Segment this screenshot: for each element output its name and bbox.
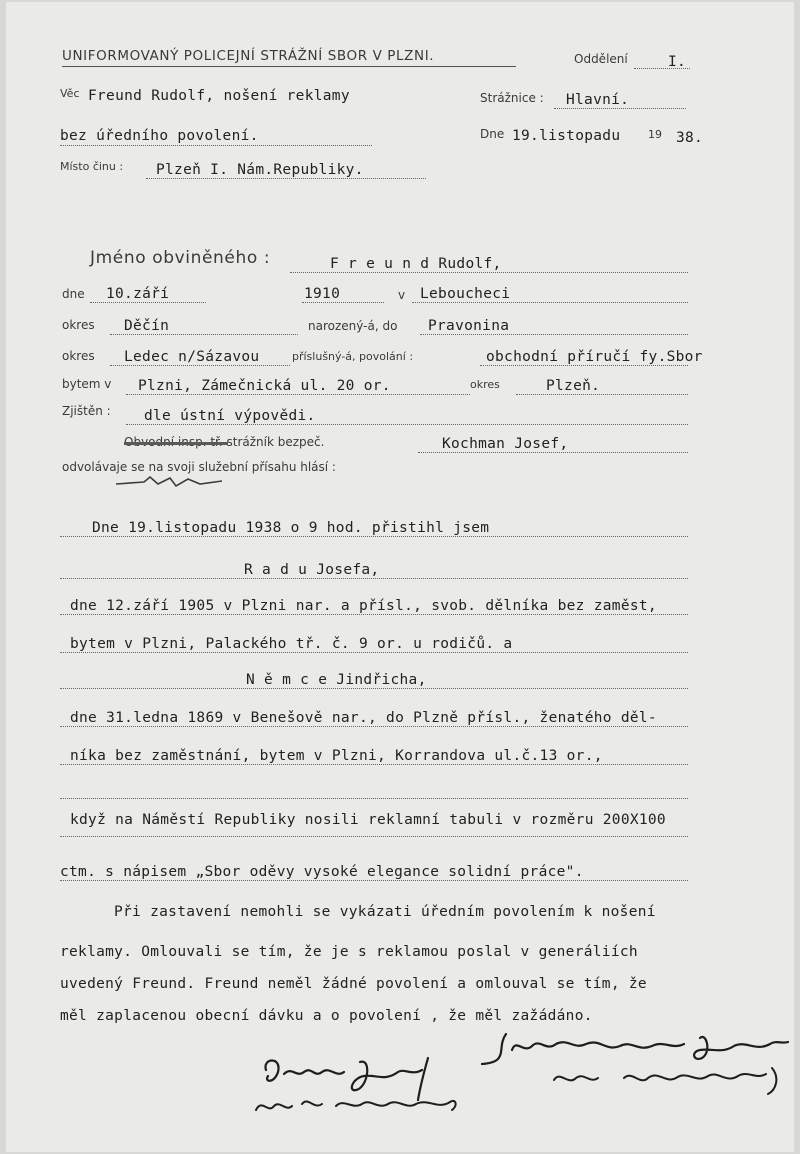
- district1-value: Děčín: [124, 318, 170, 334]
- subject-line2: bez úředního povolení.: [60, 128, 259, 144]
- report-line-12: uvedený Freund. Freund neměl žádné povolení a omlouval se tím, že: [60, 976, 647, 992]
- report-dots-1: [60, 536, 688, 537]
- residence-district-dots: [516, 394, 688, 395]
- year-suffix: 38.: [676, 130, 704, 146]
- found-dots: [126, 424, 688, 425]
- residence-district-label: okres: [470, 378, 500, 391]
- belongs-label: příslušný-á, povolání :: [292, 350, 414, 363]
- date-value: 19.listopadu: [512, 128, 621, 144]
- signature-left: [252, 1048, 492, 1128]
- report-line-1: Dne 19.listopadu 1938 o 9 hod. přistihl jsem: [92, 520, 490, 536]
- born-day-label: dne: [62, 287, 85, 301]
- document-page: [6, 2, 794, 1152]
- place-value: Plzeň I. Nám.Republiky.: [156, 162, 364, 178]
- district2-label: okres: [62, 349, 95, 363]
- report-dots-6: [60, 726, 688, 727]
- report-dots-3: [60, 614, 688, 615]
- report-line-11: reklamy. Omlouvali se tím, že je s reklamou poslal v generáliích: [60, 944, 638, 960]
- residence-value: Plzni, Zámečnická ul. 20 or.: [138, 378, 391, 394]
- report-dots-5: [60, 688, 688, 689]
- district1-label: okres: [62, 318, 95, 332]
- station-label: Strážnice :: [480, 91, 544, 105]
- station-dots: [554, 108, 686, 109]
- residence-district-value: Plzeň.: [546, 378, 601, 394]
- report-line-13: měl zaplacenou obecní dávku a o povolení , že měl zažádáno.: [60, 1008, 593, 1024]
- report-line-10: Při zastavení nemohli se vykázati úředním povolením k nošení: [114, 904, 656, 920]
- found-value: dle ústní výpovědi.: [144, 408, 316, 424]
- place-dots: [146, 178, 426, 179]
- report-dots-7: [60, 764, 688, 765]
- occupation-dots: [480, 365, 688, 366]
- report-dots-8: [60, 798, 688, 799]
- born-mark-label: narozený-á, do: [308, 319, 398, 333]
- accused-name-value: F r e u n d Rudolf,: [330, 256, 502, 272]
- officer-label: Obvodní insp. tř. strážník bezpeč.: [124, 435, 325, 449]
- report-line-7: níka bez zaměstnání, bytem v Plzni, Korrandova ul.č.13 or.,: [70, 748, 603, 764]
- report-line-8: když na Náměstí Republiky nosili reklamní tabuli v rozměru 200X100: [70, 812, 666, 828]
- born-mark-dots: [420, 334, 688, 335]
- oath-label: odvolávaje se na svoji služební přísahu hlásí :: [62, 460, 336, 474]
- signature-right: [476, 1028, 792, 1108]
- report-dots-4: [60, 652, 688, 653]
- report-line-4: bytem v Plzni, Palackého tř. č. 9 or. u rodičů. a: [70, 636, 513, 652]
- district1-dots: [110, 334, 298, 335]
- officer-dots: [418, 452, 688, 453]
- report-line-6: dne 31.ledna 1869 v Benešově nar., do Plzně přísl., ženatého děl-: [70, 710, 657, 726]
- accused-name-dots: [290, 272, 688, 273]
- report-dots-10: [60, 880, 688, 881]
- found-label: Zjištěn :: [62, 404, 111, 418]
- accused-name-label: Jméno obviněného :: [90, 248, 271, 268]
- year-prefix: 19: [648, 128, 662, 141]
- born-place-dots: [412, 302, 688, 303]
- station-value: Hlavní.: [566, 92, 630, 108]
- department-label: Oddělení: [574, 52, 628, 66]
- place-label: Místo činu :: [60, 160, 124, 173]
- occupation-value: obchodní příručí fy.Sbor: [486, 349, 703, 365]
- born-day-dots: [90, 302, 206, 303]
- district2-dots: [110, 365, 290, 366]
- born-place-value: Leboucheci: [420, 286, 511, 302]
- born-year-dots: [302, 302, 384, 303]
- subject-line1: Freund Rudolf, nošení reklamy: [88, 88, 350, 104]
- born-day-value: 10.září: [106, 286, 170, 302]
- subject-label: Věc: [60, 87, 80, 100]
- date-label: Dne: [480, 127, 505, 141]
- residence-dots: [126, 394, 470, 395]
- department-dots: [634, 68, 690, 69]
- report-dots-2: [60, 578, 688, 579]
- department-value: I.: [668, 54, 687, 70]
- ink-scribble: [114, 468, 224, 490]
- born-year-value: 1910: [304, 286, 341, 302]
- document-title: UNIFORMOVANÝ POLICEJNÍ STRÁŽNÍ SBOR V PLZNI.: [62, 48, 435, 64]
- born-place-label: v: [398, 288, 406, 302]
- report-line-5: N ě m c e Jindřicha,: [246, 672, 427, 688]
- officer-value: Kochman Josef,: [442, 436, 569, 452]
- residence-label: bytem v: [62, 377, 112, 391]
- subject-dots: [60, 145, 372, 146]
- report-line-9: ctm. s nápisem „Sbor oděvy vysoké elegance solidní práce".: [60, 864, 584, 880]
- report-dots-9: [60, 836, 688, 837]
- report-line-2: R a d u Josefa,: [244, 562, 380, 578]
- report-line-3: dne 12.září 1905 v Plzni nar. a přísl., svob. dělníka bez zaměst,: [70, 598, 657, 614]
- born-mark-value: Pravonina: [428, 318, 510, 334]
- district2-value: Ledec n/Sázavou: [124, 349, 260, 365]
- title-underline: [62, 66, 516, 67]
- officer-strikeout: [124, 442, 228, 445]
